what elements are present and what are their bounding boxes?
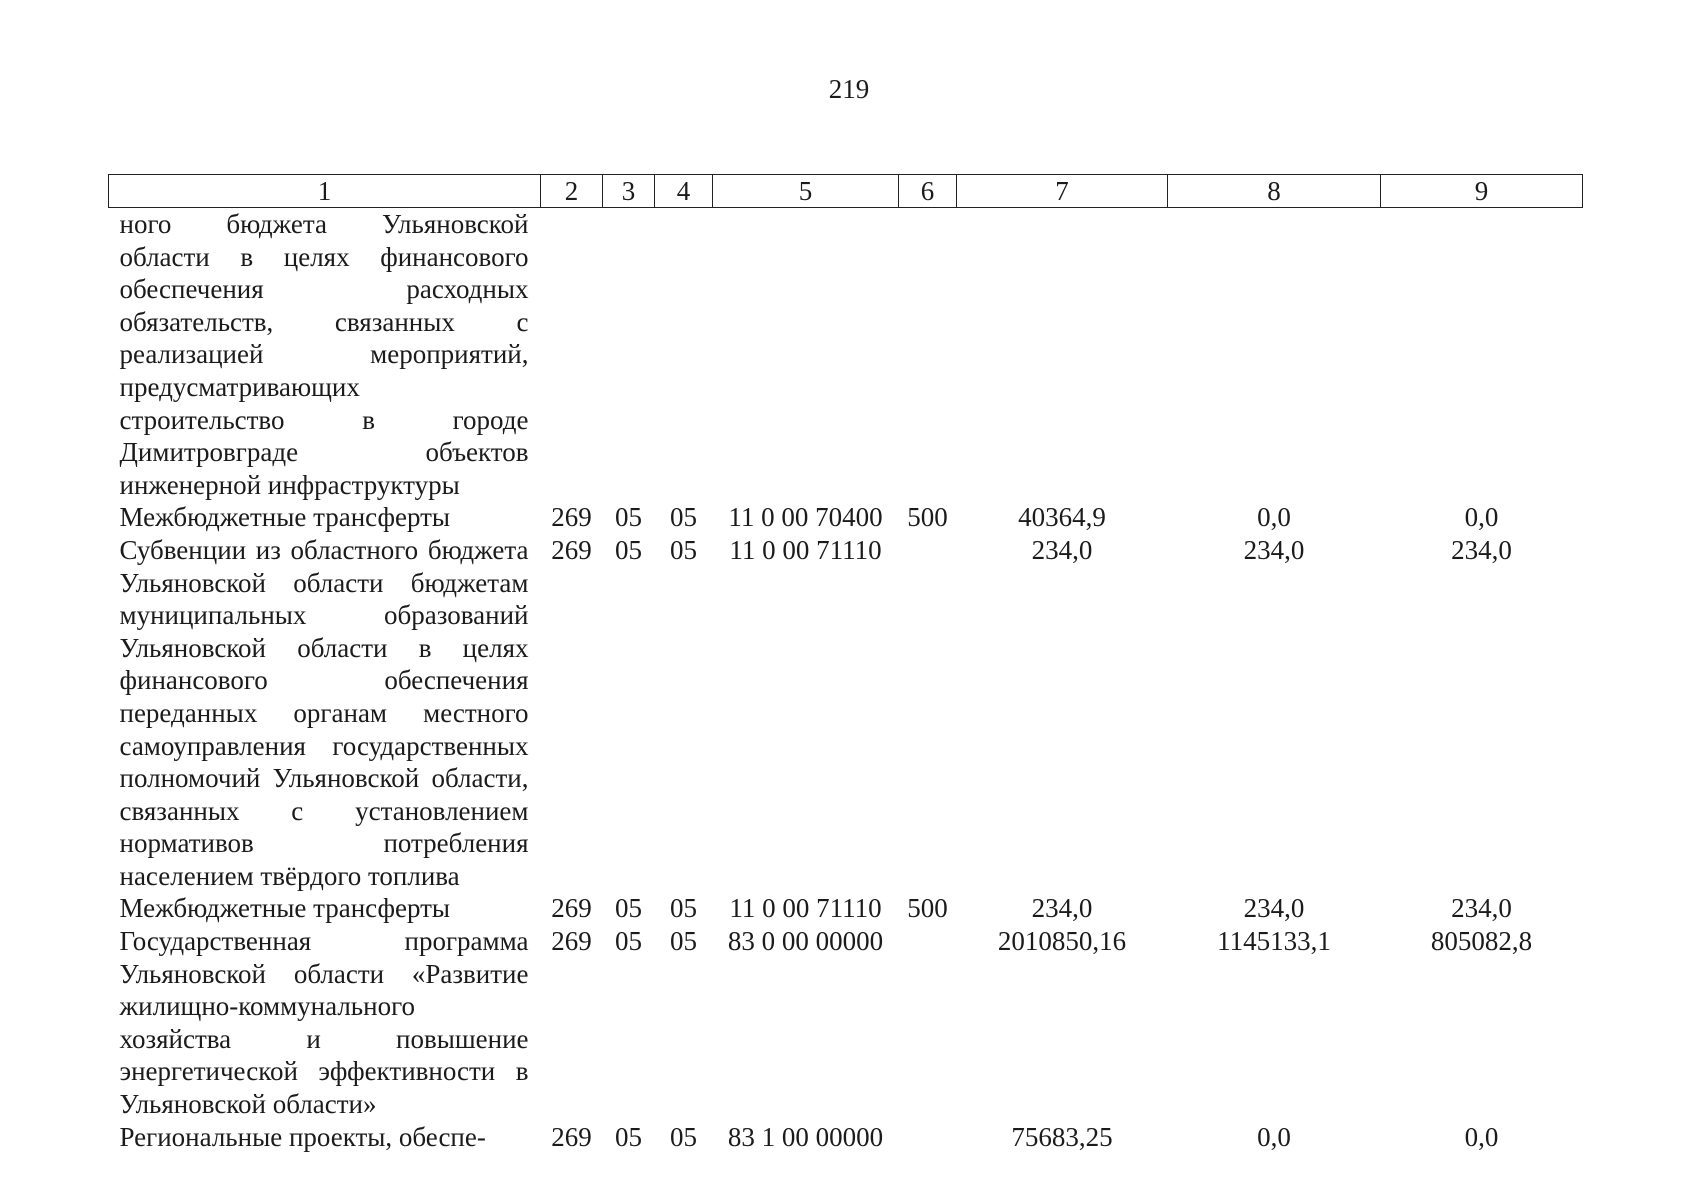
- row-col-2: 269: [551, 1121, 592, 1152]
- row-description: Региональные проекты, обеспе-: [119, 1121, 486, 1152]
- column-header-3: 3: [603, 175, 655, 208]
- row-col-7: [957, 208, 1168, 502]
- row-col-6: [899, 1121, 957, 1154]
- row-description: Межбюджетные трансферты: [119, 893, 451, 924]
- row-col-2: 269: [551, 502, 592, 533]
- row-col-5: 11 0 00 70400: [728, 502, 883, 533]
- row-col-5: 83 0 00 00000: [727, 926, 884, 957]
- row-description: Субвенции из областного бюджета Ульяновской области бюджетам муниципальных образований Ульяновской области в целях финансового обеспечения переданных органам местного самоуправления государственных полномочий Ульяновской области, связанных с установлением нормативов потребления населением твёрдого топлива: [119, 534, 529, 891]
- row-col-3: 05: [615, 926, 642, 957]
- row-col-8: 0,0: [1257, 502, 1291, 533]
- row-col-7: 234,0: [1031, 534, 1093, 565]
- row-col-6: [899, 208, 957, 502]
- row-col-3: 05: [615, 1121, 642, 1152]
- row-col-2: 269: [551, 926, 592, 957]
- row-col-9: 0,0: [1464, 1121, 1499, 1152]
- table-row: [109, 925, 1583, 1121]
- row-col-4: 05: [670, 502, 697, 533]
- row-col-7: 40364,9: [1018, 502, 1106, 533]
- row-col-6: [899, 534, 957, 893]
- table-header-row: [109, 175, 1583, 208]
- row-col-5: 11 0 00 71110: [729, 893, 882, 924]
- table-row: [109, 534, 1583, 893]
- row-col-8: [1168, 208, 1381, 502]
- row-col-4: 05: [670, 534, 697, 565]
- row-col-3: [603, 208, 655, 502]
- row-col-8: 0,0: [1257, 1121, 1291, 1152]
- column-header-4: 4: [655, 175, 713, 208]
- row-col-3: 05: [615, 893, 642, 924]
- row-col-9: 234,0: [1451, 893, 1512, 924]
- row-col-4: 05: [670, 893, 697, 924]
- column-header-2: 2: [541, 175, 603, 208]
- row-col-7: 2010850,16: [997, 926, 1127, 957]
- page-number: 219: [828, 74, 870, 104]
- budget-table: [108, 174, 1583, 1153]
- row-col-3: 05: [615, 502, 642, 533]
- row-col-5: 11 0 00 71110: [729, 534, 882, 565]
- column-header-7: 7: [957, 175, 1168, 208]
- row-col-7: 234,0: [1031, 893, 1093, 924]
- row-col-2: 269: [551, 534, 592, 565]
- row-col-6: 500: [907, 502, 948, 533]
- table-row: [109, 892, 1583, 925]
- row-description: Межбюджетные трансферты: [119, 502, 451, 533]
- row-col-6: 500: [907, 893, 948, 924]
- row-col-8: 234,0: [1243, 534, 1305, 565]
- row-col-9: 234,0: [1451, 534, 1512, 565]
- row-col-4: [655, 208, 713, 502]
- row-col-2: [541, 208, 603, 502]
- column-header-1: 1: [109, 175, 541, 208]
- row-col-8: 1145133,1: [1217, 926, 1331, 957]
- row-col-7: 75683,25: [1011, 1121, 1113, 1152]
- row-col-3: 05: [615, 534, 642, 565]
- row-col-4: 05: [670, 1121, 697, 1152]
- row-col-4: 05: [670, 926, 697, 957]
- row-col-5: [713, 208, 899, 502]
- row-col-9: 0,0: [1464, 502, 1499, 533]
- column-header-9: 9: [1381, 175, 1583, 208]
- row-col-6: [899, 925, 957, 1121]
- row-col-9: 805082,8: [1430, 926, 1533, 957]
- row-col-5: 83 1 00 00000: [727, 1121, 884, 1152]
- row-description: ного бюджета Ульяновской области в целях финансового обеспечения расходных обязательств, связанных с реализацией мероприятий, предусматривающих строительство в городе Димитровграде объектов инженерной инфраструктуры: [119, 209, 529, 500]
- row-description: Государственная программа Ульяновской области «Развитие жилищно-коммунального хозяйства и повышение энергетической эффективности в Ульяновской области»: [119, 926, 529, 1120]
- column-header-8: 8: [1168, 175, 1381, 208]
- table-row: [109, 501, 1583, 534]
- column-header-5: 5: [713, 175, 899, 208]
- row-col-8: 234,0: [1243, 893, 1305, 924]
- row-col-2: 269: [551, 893, 592, 924]
- row-col-9: [1381, 208, 1583, 502]
- column-header-6: 6: [899, 175, 957, 208]
- table-row: [109, 208, 1583, 502]
- table-row: [109, 1121, 1583, 1154]
